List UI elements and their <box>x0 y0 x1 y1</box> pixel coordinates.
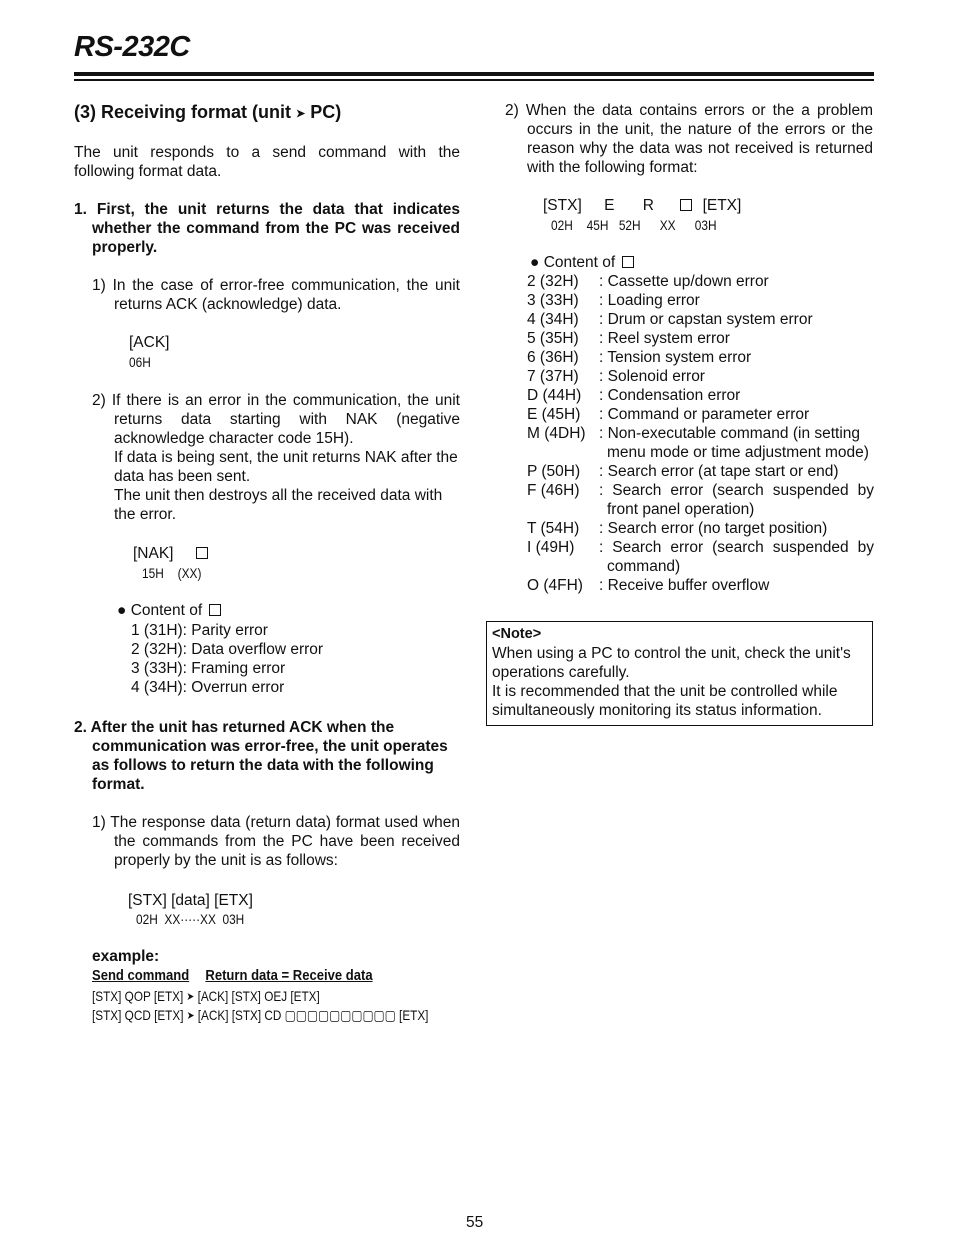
list-item <box>527 538 874 576</box>
list-item <box>527 367 874 386</box>
list-item <box>527 310 874 329</box>
hex-e: 45H <box>586 218 609 233</box>
bullet-icon: ● <box>530 254 540 271</box>
code-desc: : Search error (no target position) <box>599 520 828 537</box>
list-item: 3 (33H): Framing error <box>131 660 286 677</box>
nak-label: [NAK] <box>133 545 174 562</box>
code-desc: : Loading error <box>599 292 700 309</box>
send-command-header: Send command <box>92 968 190 984</box>
example-headers <box>92 967 373 986</box>
code-key: O (4FH) <box>527 577 583 594</box>
step2-heading: 2. After the unit has returned ACK when the communication was error-free, the unit operates as follows to return the data with the following format. <box>74 719 448 793</box>
code-key: E (45H) <box>527 406 581 423</box>
example-row <box>92 987 320 1007</box>
header-rule-thick <box>74 72 874 76</box>
code-key: I (49H) <box>527 539 575 556</box>
code-key: 5 (35H) <box>527 330 579 347</box>
hex-stx: 02H <box>551 218 573 233</box>
list-item <box>527 424 874 462</box>
example-return: [ACK] [STX] OEJ [ETX] <box>197 988 320 1004</box>
code-desc: : Drum or capstan system error <box>599 311 813 328</box>
nak-content-heading <box>117 601 221 620</box>
example-command: [STX] QOP [ETX] <box>92 988 184 1004</box>
code-key: M (4DH) <box>527 425 586 442</box>
section-heading-end: PC) <box>310 102 342 122</box>
code-desc: : Reel system error <box>599 330 730 347</box>
error-format-hex <box>551 216 717 235</box>
list-item <box>527 462 874 481</box>
code-key: T (54H) <box>527 520 580 537</box>
list-item <box>527 272 874 291</box>
stx-format: [STX] [data] [ETX] <box>128 892 253 909</box>
placeholder-box-icon <box>680 199 692 211</box>
step1-item2-c: The unit then destroys all the received data with the error. <box>114 487 443 523</box>
arrow-icon: ➤ <box>296 108 306 120</box>
list-item: 4 (34H): Overrun error <box>131 679 285 696</box>
note-box <box>486 621 873 726</box>
hex-r: 52H <box>618 218 641 233</box>
code-key: F (46H) <box>527 482 580 499</box>
error-format <box>543 196 741 215</box>
hex-xx: XX <box>659 218 676 233</box>
step1-heading: 1. First, the unit returns the data that indicates whether the command from the PC was received properly. <box>74 201 460 256</box>
code-key: 7 (37H) <box>527 368 579 385</box>
error-content-heading <box>530 253 634 272</box>
stx-hex: 02H XX·····XX 03H <box>136 912 245 927</box>
code-key: D (44H) <box>527 387 582 404</box>
code-key: P (50H) <box>527 463 581 480</box>
list-item <box>527 329 874 348</box>
step1-item2 <box>92 391 460 524</box>
code-key: 4 (34H) <box>527 311 579 328</box>
fmt-etx: [ETX] <box>702 197 742 214</box>
placeholder-box-icon <box>196 547 208 559</box>
header-rule-thin <box>74 79 874 81</box>
fmt-e: E <box>604 197 615 214</box>
right-item2: 2) When the data contains errors or the a problem occurs in the unit, the nature of the errors or the reason why the data was not received is returned with the following format: <box>505 102 873 176</box>
list-item <box>527 348 874 367</box>
list-item <box>527 291 874 310</box>
arrow-icon: ➤ <box>186 1010 195 1022</box>
list-item <box>527 519 874 538</box>
example-return: [ACK] [STX] CD ▢▢▢▢▢▢▢▢▢▢ [ETX] <box>197 1007 429 1023</box>
code-desc: : Tension system error <box>599 349 752 366</box>
code-desc: : Non-executable command (in setting menu mode or time adjustment mode) <box>599 425 869 461</box>
error-code-list <box>527 272 874 595</box>
code-key: 3 (33H) <box>527 292 579 309</box>
intro-paragraph: The unit responds to a send command with the following format data. <box>74 144 460 180</box>
example-label: example: <box>92 948 160 965</box>
note-paragraph: When using a PC to control the unit, check the unit's operations carefully. <box>492 645 851 681</box>
nak-hex <box>142 564 201 583</box>
nak-xx-value: (XX) <box>177 566 202 581</box>
nak-code-list <box>131 621 323 697</box>
step1-item2-a: 2) If there is an error in the communication, the unit returns data starting with NAK (negative acknowledge character code 15H). <box>92 392 460 447</box>
placeholder-box-icon <box>622 256 634 268</box>
hex-etx: 03H <box>694 218 717 233</box>
content-of-label: Content of <box>543 254 616 271</box>
nak-hex-value: 15H <box>142 566 164 581</box>
nak-format <box>133 544 208 563</box>
page-title: RS-232C <box>74 31 190 63</box>
placeholder-box-icon <box>209 604 221 616</box>
bullet-icon: ● <box>117 602 127 619</box>
list-item <box>527 386 874 405</box>
code-desc: : Receive buffer overflow <box>599 577 770 594</box>
code-key: 6 (36H) <box>527 349 579 366</box>
code-desc: : Condensation error <box>599 387 741 404</box>
step2-item1: 1) The response data (return data) format used when the commands from the PC have been received properly by the unit is as follows: <box>92 814 460 869</box>
note-paragraph: It is recommended that the unit be controlled while simultaneously monitoring its status information. <box>492 683 838 719</box>
code-desc: : Solenoid error <box>599 368 705 385</box>
ack-label: [ACK] <box>129 334 170 351</box>
list-item <box>527 405 874 424</box>
list-item: 1 (31H): Parity error <box>131 622 268 639</box>
note-title: <Note> <box>492 626 542 642</box>
code-desc: : Search error (search suspended by command) <box>599 539 874 575</box>
content-of-label: Content of <box>130 602 203 619</box>
step1-item1: 1) In the case of error-free communication, the unit returns ACK (acknowledge) data. <box>92 277 460 313</box>
code-desc: : Search error (at tape start or end) <box>599 463 839 480</box>
page-number: 55 <box>466 1214 484 1231</box>
list-item <box>527 576 874 595</box>
example-command: [STX] QCD [ETX] <box>92 1007 184 1023</box>
code-key: 2 (32H) <box>527 273 579 290</box>
arrow-icon: ➤ <box>186 991 195 1003</box>
section-heading-text: (3) Receiving format (unit <box>74 102 292 122</box>
fmt-stx: [STX] <box>543 197 582 214</box>
list-item: 2 (32H): Data overflow error <box>131 641 324 658</box>
code-desc: : Cassette up/down error <box>599 273 769 290</box>
step1-item2-b: If data is being sent, the unit returns NAK after the data has been sent. <box>114 449 458 485</box>
fmt-r: R <box>642 197 654 214</box>
ack-hex: 06H <box>129 355 151 370</box>
example-row <box>92 1006 428 1026</box>
return-data-header: Return data = Receive data <box>205 968 373 984</box>
code-desc: : Command or parameter error <box>599 406 810 423</box>
list-item <box>527 481 874 519</box>
section-heading <box>74 101 341 125</box>
code-desc: : Search error (search suspended by front panel operation) <box>599 482 874 518</box>
